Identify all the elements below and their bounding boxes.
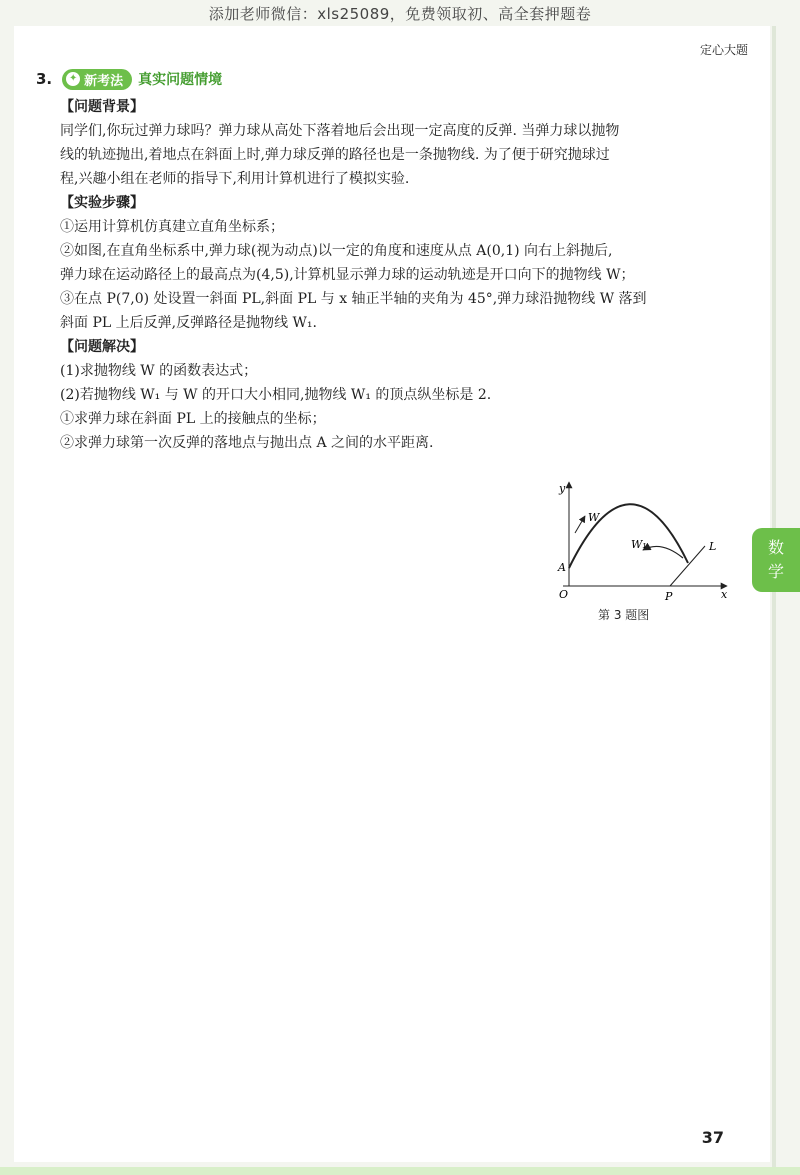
step-line: ②如图,在直角坐标系中,弹力球(视为动点)以一定的角度和速度从点 A(0,1) 向右上斜抛后,	[60, 243, 613, 259]
point-a-label: A	[558, 561, 566, 574]
origin-label: O	[559, 588, 569, 601]
solve-line: ②求弹力球第一次反弹的落地点与抛出点 A 之间的水平距离.	[60, 435, 434, 451]
figure-caption: 第 3 题图	[598, 608, 650, 622]
step-line: ①运用计算机仿真建立直角坐标系；	[60, 219, 284, 235]
subject-tab-char: 数	[767, 538, 784, 557]
bottom-band	[0, 1167, 800, 1175]
parabola-w1	[643, 546, 683, 558]
parabola-w	[569, 504, 688, 568]
solve-line: (2)若抛物线 W₁ 与 W 的开口大小相同,抛物线 W₁ 的顶点纵坐标是 2.	[60, 387, 492, 403]
background-line: 线的轨迹抛出,着地点在斜面上时,弹力球反弹的路径也是一条抛物线. 为了便于研究抛球过	[60, 147, 610, 163]
curve-w1-label: W₁	[631, 538, 647, 551]
subject-tab	[752, 528, 800, 592]
watermark-text: 添加老师微信：xls25089，免费领取初、高全套押题卷	[208, 5, 592, 23]
background-line: 程,兴趣小组在老师的指导下,利用计算机进行了模拟实验.	[60, 171, 410, 187]
page-edge-rule	[772, 26, 776, 1175]
step-line: 弹力球在运动路径上的最高点为(4,5),计算机显示弹力球的运动轨迹是开口向下的抛物线 W；	[60, 267, 635, 283]
steps-heading: 【实验步骤】	[60, 195, 144, 211]
line-l-label: L	[709, 540, 717, 553]
background-line: 同学们,你玩过弹力球吗？弹力球从高处下落着地后会出现一定高度的反弹. 当弹力球以抛物	[60, 123, 620, 139]
section-label: 定心大题	[699, 43, 748, 57]
w-direction-arrow	[575, 516, 585, 533]
question-topic: 真实问题情境	[138, 72, 223, 88]
y-axis-label: y	[559, 482, 566, 495]
step-line: ③在点 P(7,0) 处设置一斜面 PL,斜面 PL 与 x 轴正半轴的夹角为 45°,弹力球沿抛物线 W 落到	[60, 291, 647, 307]
question-header	[36, 68, 222, 90]
solve-line: ①求弹力球在斜面 PL 上的接触点的坐标；	[60, 411, 326, 427]
question-body	[60, 95, 740, 455]
pin-icon: ✦	[66, 72, 80, 86]
solve-line: (1)求抛物线 W 的函数表达式；	[60, 363, 258, 379]
step-line: 斜面 PL 上后反弹,反弹路径是抛物线 W₁.	[60, 315, 317, 331]
point-p-label: P	[665, 590, 673, 603]
curve-w-label: W	[588, 511, 600, 524]
subject-tab-char: 学	[767, 562, 784, 581]
new-method-badge	[62, 69, 132, 90]
background-heading: 【问题背景】	[60, 99, 144, 115]
page-number: 37	[701, 1128, 724, 1147]
badge-label: 新考法	[84, 73, 124, 89]
question-number: 3.	[36, 70, 53, 88]
solve-heading: 【问题解决】	[60, 339, 144, 355]
x-axis-label: x	[721, 588, 728, 601]
